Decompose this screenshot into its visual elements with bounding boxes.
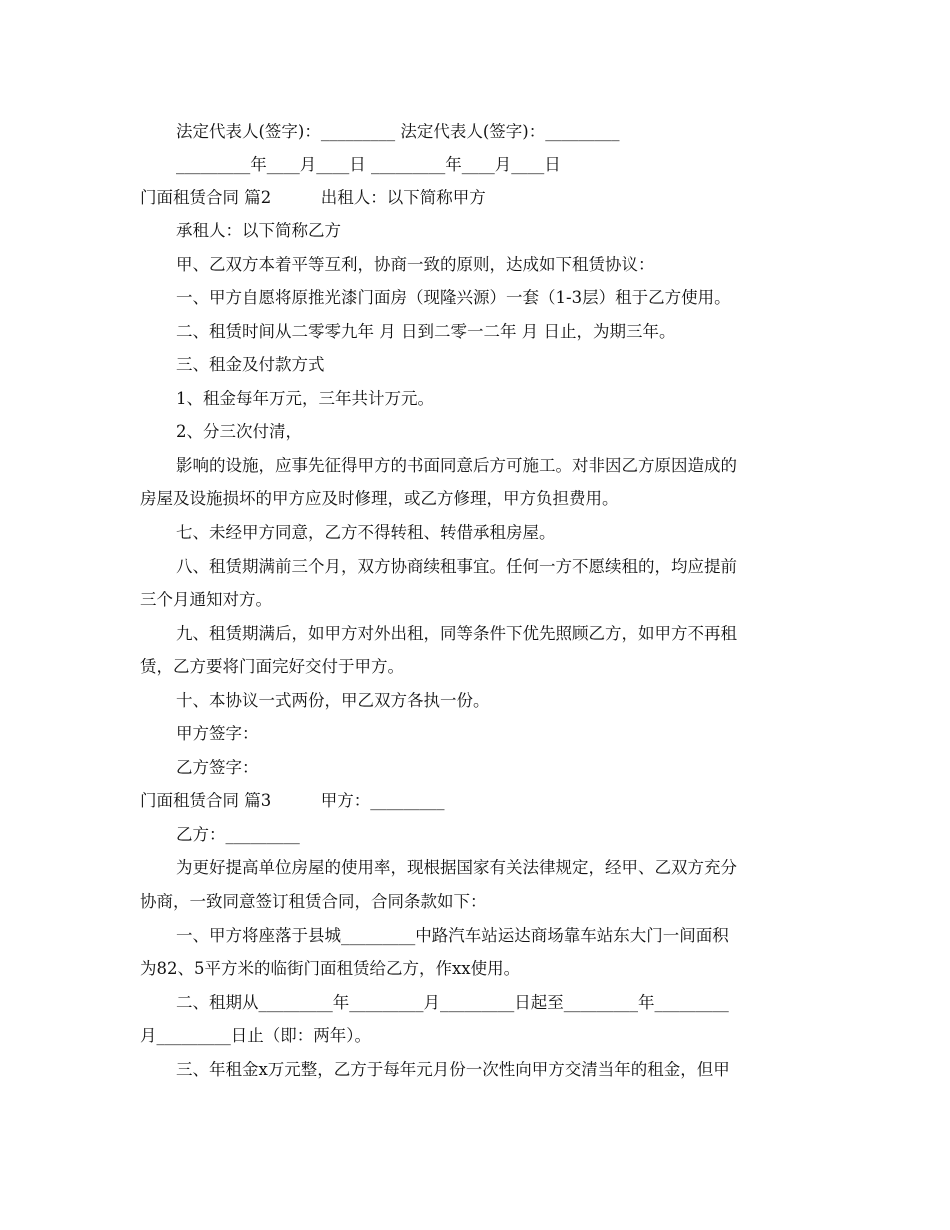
text-line: 房屋及设施损坏的甲方应及时修理，或乙方修理，甲方负担费用。 [140,489,619,508]
text-line: 三个月通知对方。 [140,590,272,609]
text-line: 三、租金及付款方式 [176,355,325,374]
text-line: 2、分三次付清， [176,422,302,441]
text-line: 影响的设施，应事先征得甲方的书面同意后方可施工。对非因乙方原因造成的 [176,456,737,475]
text-line: 七、未经甲方同意，乙方不得转租、转借承租房屋。 [176,523,556,542]
text-line: 赁，乙方要将门面完好交付于甲方。 [140,657,404,676]
text-line: 二、租赁时间从二零零九年 月 日到二零一二年 月 日止，为期三年。 [176,322,676,341]
text-line: 八、租赁期满前三个月，双方协商续租事宜。任何一方不愿续租的，均应提前 [176,557,737,576]
text-line: 甲、乙双方本着平等互利，协商一致的原则，达成如下租赁协议： [176,255,655,274]
text-line: 月_________日止（即：两年）。 [140,1026,371,1045]
text-line: 协商，一致同意签订租赁合同，合同条款如下： [140,892,487,911]
section-heading-line: 门面租赁合同 篇3 甲方：_________ [140,791,445,810]
section-heading-line: 门面租赁合同 篇2 出租人：以下简称甲方 [140,188,486,207]
text-line: 乙方签字： [176,758,259,777]
text-line: 为更好提高单位房屋的使用率，现根据国家有关法律规定，经甲、乙双方充分 [176,858,737,877]
text-line: 为82、5平方米的临街门面租赁给乙方，作xx使用。 [140,959,521,978]
text-line: 十、本协议一式两份，甲乙双方各执一份。 [176,691,490,710]
text-line: 一、甲方自愿将原推光漆门面房（现隆兴源）一套（1-3层）租于乙方使用。 [176,288,731,307]
text-line: 三、年租金x万元整，乙方于每年元月份一次性向甲方交清当年的租金，但甲 [176,1060,730,1079]
text-line: 承租人：以下简称乙方 [176,221,341,240]
text-line: 一、甲方将座落于县城_________中路汽车站运达商场靠车站东大门一间面积 [176,926,729,945]
text-line: 九、租赁期满后，如甲方对外出租，同等条件下优先照顾乙方，如甲方不再租 [176,624,737,643]
text-line: 1、租金每年万元，三年共计万元。 [176,389,434,408]
text-line: _________年____月____日 _________年____月____日 [176,155,561,174]
text-line: 二、租期从_________年_________月_________日起至_________年_________ [176,993,729,1012]
text-line: 甲方签字： [176,724,259,743]
text-line: 法定代表人(签字)：_________ 法定代表人(签字)：_________ [176,122,620,141]
text-line: 乙方：_________ [176,825,300,844]
